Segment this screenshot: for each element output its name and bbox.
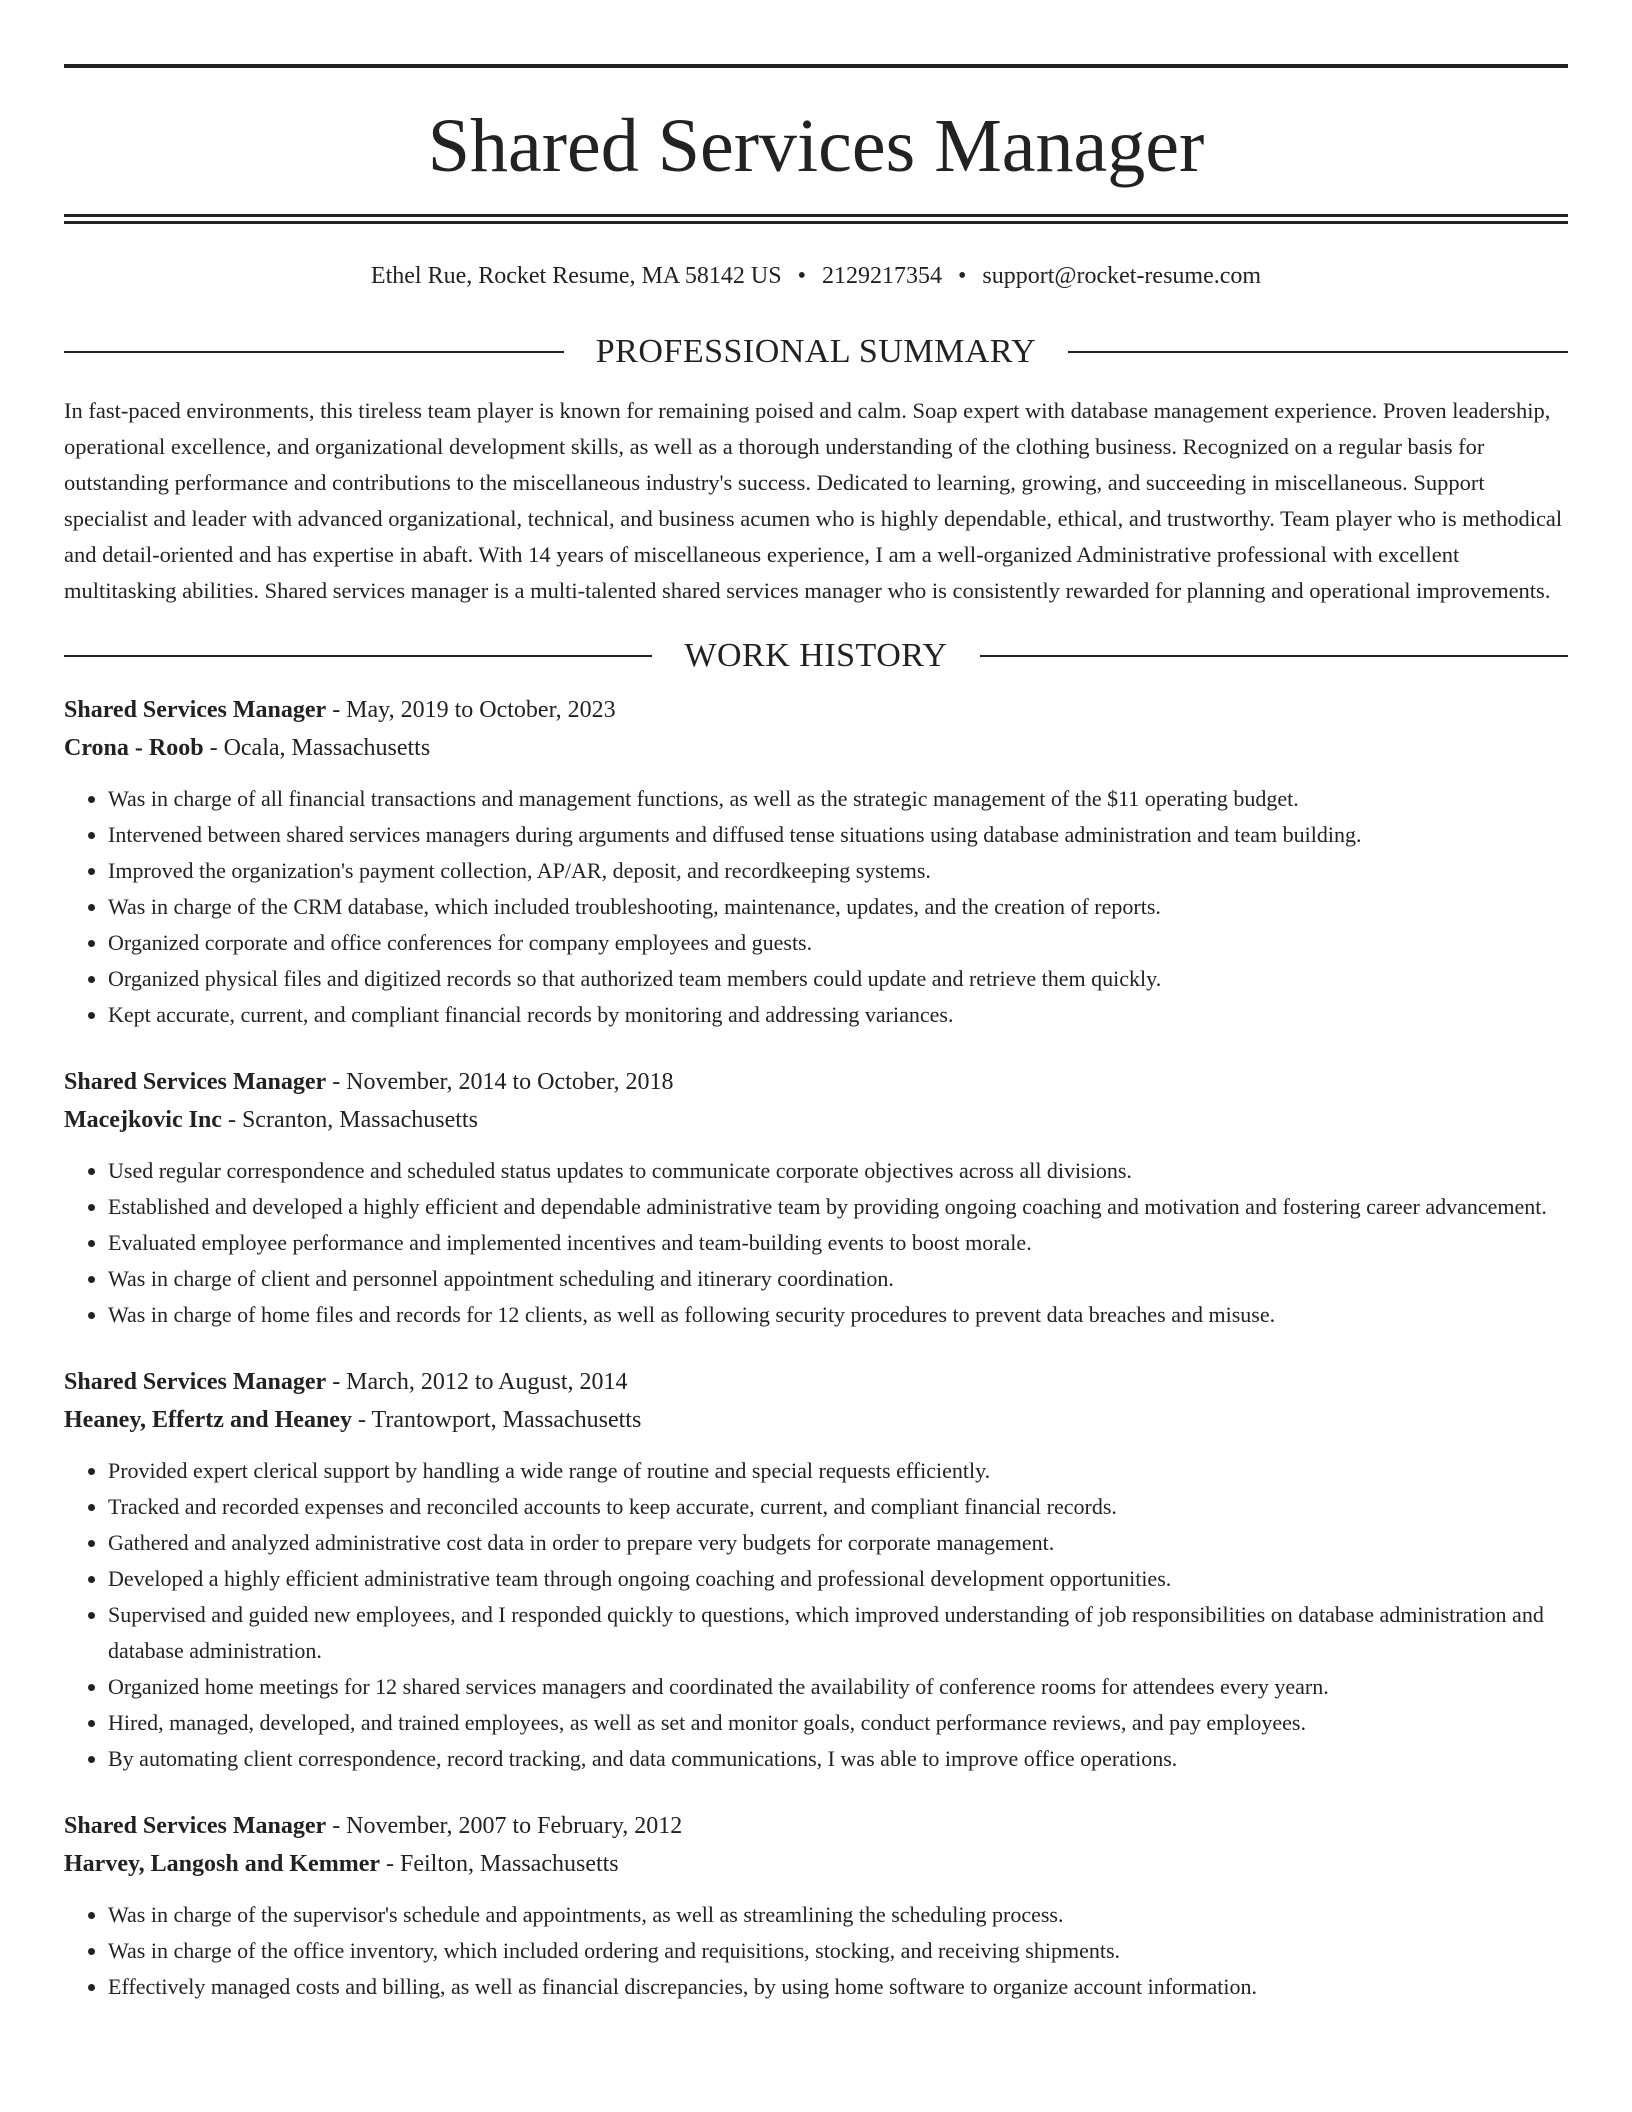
section-title: WORK HISTORY <box>684 637 948 674</box>
job-dates: - March, 2012 to August, 2014 <box>326 1369 628 1395</box>
summary-text: In fast-paced environments, this tireless team player is known for remaining poised and calm. Soap expert with database management experience. Proven leadership, operational excellence, and organizational development skills, as well as a thorough understanding of the clothing business. Recognized on a regular basis for outstanding performance and contributions to the miscellaneous industry's success. Dedicated to learning, growing, and succeeding in miscellaneous. Support specialist and leader with advanced organizational, technical, and business acumen who is highly dependable, ethical, and trustworthy. Team player who is methodical and detail-oriented and has expertise in abaft. With 14 years of miscellaneous experience, I am a well-organized Administrative professional with excellent multitasking abilities. Shared services manager is a multi-talented shared services manager who is consistently rewarded for planning and operational improvements. <box>64 398 1563 603</box>
list-item: • Evaluated employee performance and implemented incentives and team-building events to boost morale. <box>108 1225 1568 1261</box>
list-item: • Used regular correspondence and scheduled status updates to communicate corporate objectives across all divisions. <box>108 1153 1568 1189</box>
heading-rule-left <box>64 655 652 657</box>
job-dates: - May, 2019 to October, 2023 <box>326 697 616 723</box>
list-item: • Organized corporate and office conferences for company employees and guests. <box>108 925 1568 961</box>
job-title: Shared Services Manager <box>64 1813 327 1839</box>
job-title: Shared Services Manager <box>64 1069 327 1095</box>
list-item: • Tracked and recorded expenses and reconciled accounts to keep accurate, current, and compliant financial records. <box>108 1489 1568 1525</box>
list-item: • Hired, managed, developed, and trained employees, as well as set and monitor goals, conduct performance reviews, and pay employees. <box>108 1705 1568 1741</box>
job-location: - Feilton, Massachusetts <box>380 1851 619 1877</box>
top-rule <box>64 64 1568 68</box>
list-item: • Was in charge of client and personnel appointment scheduling and itinerary coordination. <box>108 1261 1568 1297</box>
job-dates: - November, 2014 to October, 2018 <box>326 1069 674 1095</box>
heading-rule-right <box>980 655 1568 657</box>
list-item: • Developed a highly efficient administrative team through ongoing coaching and professional development opportunities. <box>108 1561 1568 1597</box>
work-history-heading <box>64 639 1568 673</box>
contact-email[interactable]: support@rocket-resume.com <box>982 263 1262 289</box>
job-company-line <box>64 729 1568 767</box>
page-title: Shared Services Manager <box>427 104 1205 188</box>
job-title-line <box>64 1363 1568 1401</box>
job-location: - Scranton, Massachusetts <box>221 1107 478 1133</box>
job-dates: - November, 2007 to February, 2012 <box>326 1813 683 1839</box>
job-company-line <box>64 1845 1568 1883</box>
job-location: - Ocala, Massachusetts <box>203 735 431 761</box>
job-company-line <box>64 1401 1568 1439</box>
job-title-line <box>64 1807 1568 1845</box>
contact-phone: 2129217354 <box>821 263 942 289</box>
contact-separator: • <box>957 263 967 289</box>
list-item: • Was in charge of all financial transactions and management functions, as well as the strategic management of the $11 operating budget. <box>108 781 1568 817</box>
title-double-rule <box>64 214 1568 224</box>
contact-separator: • <box>797 263 806 289</box>
job-company: Harvey, Langosh and Kemmer <box>64 1851 380 1877</box>
job-entry <box>64 1063 1568 1333</box>
list-item: • By automating client correspondence, record tracking, and data communications, I was able to improve office operations. <box>108 1741 1568 1777</box>
list-item: • Kept accurate, current, and compliant financial records by monitoring and addressing variances. <box>108 997 1568 1033</box>
section-title: PROFESSIONAL SUMMARY <box>595 333 1037 370</box>
contact-address: Ethel Rue, Rocket Resume, MA 58142 US <box>370 263 782 289</box>
job-company: Heaney, Effertz and Heaney <box>64 1407 352 1433</box>
list-item: • Organized home meetings for 12 shared services managers and coordinated the availability of conference rooms for attendees every yearn. <box>108 1669 1568 1705</box>
job-company: Macejkovic Inc <box>64 1107 222 1133</box>
list-item: • Established and developed a highly efficient and dependable administrative team by providing ongoing coaching and motivation and fostering career advancement. <box>108 1189 1568 1225</box>
job-entry <box>64 1363 1568 1777</box>
list-item: • Organized physical files and digitized records so that authorized team members could update and retrieve them quickly. <box>108 961 1568 997</box>
list-item: • Was in charge of the office inventory, which included ordering and requisitions, stocking, and receiving shipments. <box>108 1933 1568 1969</box>
job-title-line <box>64 691 1568 729</box>
list-item: • Supervised and guided new employees, and I responded quickly to questions, which improved understanding of job responsibilities on database administration and database administration. <box>108 1597 1568 1669</box>
job-company-line <box>64 1101 1568 1139</box>
job-title: Shared Services Manager <box>64 1369 327 1395</box>
contact-line <box>64 261 1568 291</box>
list-item: • Effectively managed costs and billing, as well as financial discrepancies, by using home software to organize account information. <box>108 1969 1568 2005</box>
jobs-list <box>64 691 1568 2005</box>
heading-rule-right <box>1068 351 1568 353</box>
list-item: • Intervened between shared services managers during arguments and diffused tense situations using database administration and team building. <box>108 817 1568 853</box>
list-item: • Was in charge of home files and records for 12 clients, as well as following security procedures to prevent data breaches and misuse. <box>108 1297 1568 1333</box>
job-bullets <box>64 1453 1568 1777</box>
job-bullets <box>64 1897 1568 2005</box>
job-title-line <box>64 1063 1568 1101</box>
list-item: • Was in charge of the supervisor's schedule and appointments, as well as streamlining the scheduling process. <box>108 1897 1568 1933</box>
list-item: • Was in charge of the CRM database, which included troubleshooting, maintenance, updates, and the creation of reports. <box>108 889 1568 925</box>
job-bullets <box>64 1153 1568 1333</box>
heading-rule-left <box>64 351 564 353</box>
job-title: Shared Services Manager <box>64 697 327 723</box>
job-bullets <box>64 781 1568 1033</box>
summary-heading <box>64 335 1568 369</box>
job-entry <box>64 1807 1568 2005</box>
job-location: - Trantowport, Massachusetts <box>351 1407 642 1433</box>
job-company: Crona - Roob <box>64 735 204 761</box>
list-item: • Gathered and analyzed administrative cost data in order to prepare very budgets for corporate management. <box>108 1525 1568 1561</box>
list-item: • Improved the organization's payment collection, AP/AR, deposit, and recordkeeping systems. <box>108 853 1568 889</box>
list-item: • Provided expert clerical support by handling a wide range of routine and special requests efficiently. <box>108 1453 1568 1489</box>
job-entry <box>64 691 1568 1033</box>
